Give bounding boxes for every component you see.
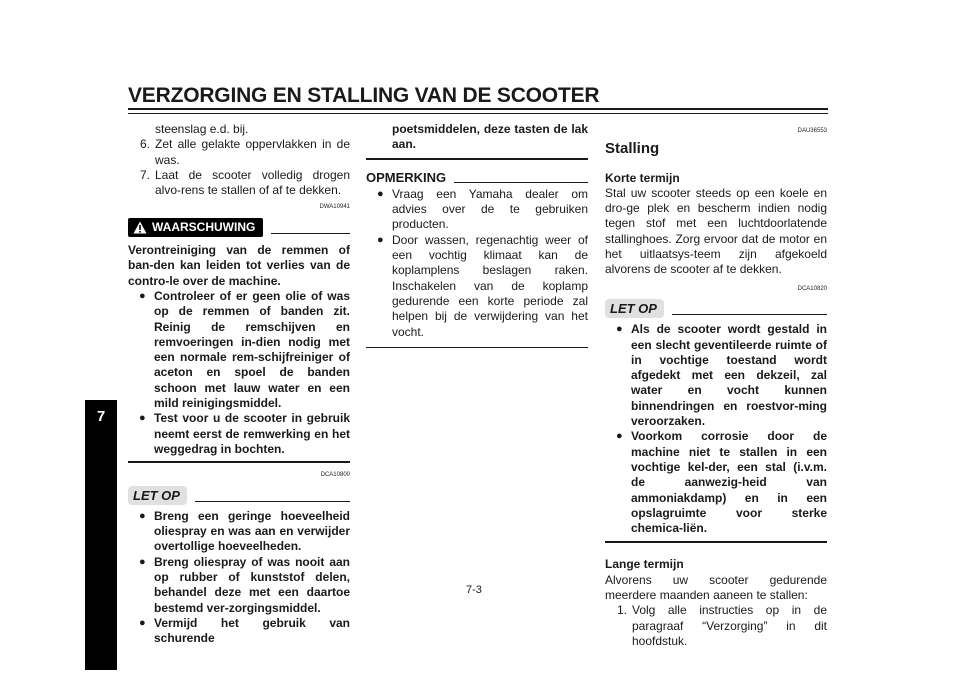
section-code: DAU36553 [797,128,827,134]
paragraph: Alvorens uw scooter gedurende meerdere maanden aaneen te stallen: [605,572,827,603]
bullet-icon: ● [139,616,146,629]
header-rule-thin [128,113,828,114]
bullet-icon: ● [139,412,146,425]
step-text: Laat de scooter volledig drogen alvo-rens te stallen of af te dekken. [155,167,350,198]
bullet-text: Voorkom corrosie door de machine niet te stallen in een vochtige kel-der, een stal (i.v.m. de aanwezig-heid van ammoniakdamp) en in een opslagruimte voor sterke chemica-liën. [631,429,827,536]
column-middle [366,122,588,348]
column-right [605,122,827,649]
bullet-text: Vermijd het gebruik van schurende [154,615,350,646]
warning-header [128,218,350,237]
opmerking-header [366,170,588,185]
letop-rule [195,501,350,502]
bullet-text: Vraag een Yamaha dealer om advies over de te gebruiken producten. [392,186,588,232]
bullet-text: Controleer of er geen olie of was op de remmen of banden zit. Reinig de remschijven en remvoeringen in-dien nodig met een normale rem-schijfreiniger of aceton en spoel de banden schoon met lauw water en een mild reinigingsmiddel. [154,288,350,411]
bullet-text: Test voor u de scooter in gebruik neemt eerst de remwerking en het weggedrag in bochten. [154,411,350,456]
step-6 [128,137,350,168]
page-header-title: VERZORGING EN STALLING VAN DE SCOOTER [128,84,600,107]
subsection-heading: Korte termijn [605,170,680,185]
bullet-text: Als de scooter wordt gestald in een slecht geventileerde ruimte of in vochtige toestand wordt afgedekt met een dekzeil, zal water en vocht kunnen binnendringen en roestvor-ming veroorzaken. [631,322,827,429]
chapter-tab: 7 [85,400,117,670]
bullet-icon: ● [377,233,384,246]
step-number: 7. [140,167,151,182]
opmerking-rule [454,182,588,183]
letop-badge: LET OP [128,486,187,505]
bullet-icon: ● [139,509,146,522]
section-title: Stalling [605,140,660,158]
step-text: Volg alle instructies op in de paragraaf “Verzorging” in dit hoofdstuk. [632,603,827,648]
letop-bullet [605,429,827,536]
bullet-text: Door wassen, regenachtig weer of een vochtig klimaat kan de koplamplens beslagen raken. Inschakelen van de koplamp gedurende een korte periode zal helpen bij de verwijdering van het vocht. [392,232,588,339]
warning-badge [128,218,263,237]
column-left [128,122,350,647]
warning-code: DWA10941 [319,204,350,211]
warning-end-rule [128,461,350,463]
header-rule [128,108,828,110]
intro-text: steenslag e.d. bij. [155,122,249,136]
page-number: 7-3 [466,584,482,596]
subsection-heading: Lange termijn [605,557,684,572]
opmerking-label: OPMERKING [366,169,447,185]
letop-badge: LET OP [605,299,664,318]
bullet-icon: ● [139,289,146,302]
letop-code: DCA10800 [320,472,350,479]
letop-code: DCA10820 [797,285,827,292]
bullet-icon: ● [377,187,384,200]
opmerking-end-rule [366,347,588,348]
bullet-icon: ● [139,555,146,568]
bullet-text: Breng oliespray of was nooit aan op rubber of kunststof delen, behandel deze met een daartoe bestemd ver-zorgingsmiddel. [154,554,350,615]
bullet-icon: ● [616,323,623,336]
bullet-icon: ● [616,430,623,443]
opmerking-bullet [366,187,588,233]
step-1 [605,603,827,649]
step-number: 6. [140,137,151,152]
warning-label: WAARSCHUWING [152,219,256,234]
step-number: 1. [617,603,628,618]
warning-triangle-icon [133,221,147,234]
warning-bullet [128,411,350,457]
step-7 [128,168,350,199]
paragraph: Stal uw scooter steeds op een koele en dro-ge plek en bescherm indien nodig tegen stof met een luchtdoorlatende stallinghoes. Zorg ervoor dat de motor en het uitlaatsys-teem zijn afgekoeld alvorens de scooter af te dekken. [605,185,827,277]
letop-bullet [128,555,350,616]
warning-text: Verontreiniging van de remmen of ban-den kan leiden tot verlies van de contro-le over de machine. [128,243,350,288]
bullet-text: Breng een geringe hoeveelheid oliespray en was aan en verwijder overtollige hoeveelheden. [154,508,350,554]
letop-bullet [128,509,350,555]
warning-bullet [128,289,350,411]
letop-continued: poetsmiddelen, deze tasten de lak aan. [392,122,588,152]
letop-bullet [128,616,350,647]
letop-bullet [605,322,827,429]
step-text: Zet alle gelakte oppervlakken in de was. [155,137,350,167]
letop-end-rule [366,158,588,160]
letop-header [128,486,350,505]
warning-rule [271,233,350,234]
letop-rule [672,314,827,315]
letop-header [605,299,827,318]
opmerking-bullet [366,233,588,340]
